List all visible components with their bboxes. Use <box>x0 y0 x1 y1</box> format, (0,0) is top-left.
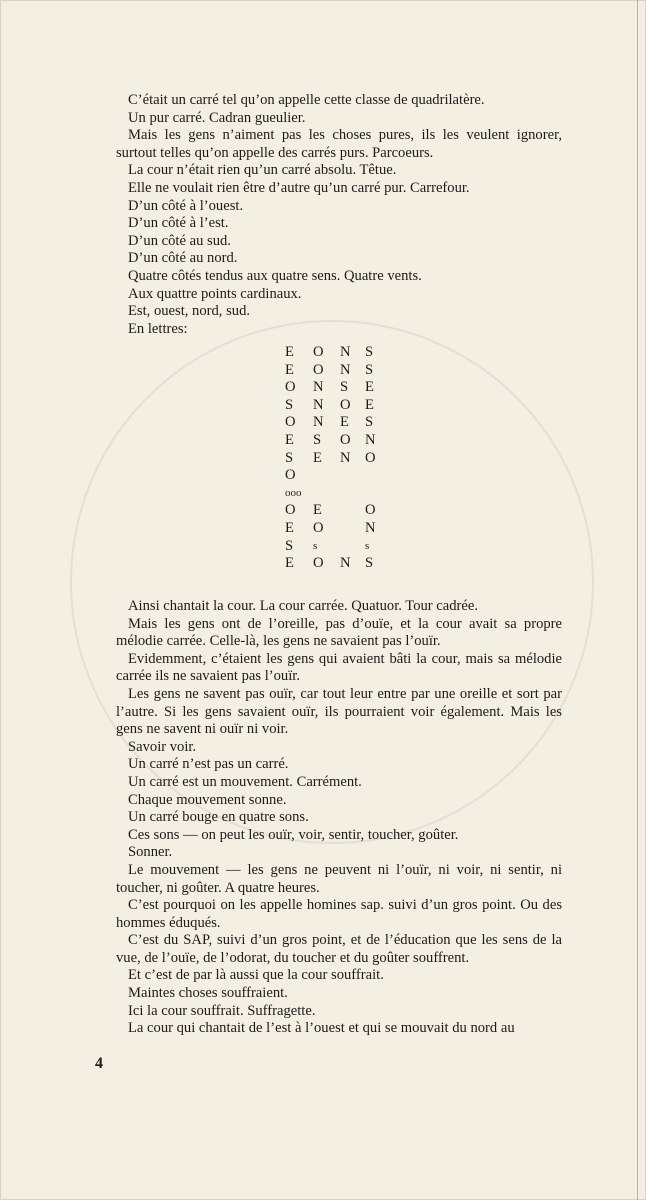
letter-grid-cell: E <box>285 344 294 360</box>
letter-grid-cell: N <box>313 414 324 431</box>
paragraph: C’était un carré tel qu’on appelle cette classe de quadrilatère. <box>128 92 485 108</box>
paragraph: Mais les gens ont de l’oreille, pas d’ouïe, et la cour avait sa propre mélodie carrée. Celle-là, les gens ne savaient pas l’ouïr. <box>116 615 562 650</box>
letter-grid-cell: O <box>313 555 324 572</box>
letter-grid-cell: O <box>285 414 296 431</box>
letter-grid-cell: N <box>340 449 351 466</box>
letter-grid-cell: O <box>365 502 376 519</box>
letter-grid-cell: S <box>365 361 374 378</box>
letter-grid-cell: O <box>285 379 296 396</box>
paragraph: D’un côté à l’est. <box>128 215 229 232</box>
paragraph: Maintes choses souffraient. <box>128 985 288 1002</box>
paragraph: Ainsi chantait la cour. La cour carrée. Quatuor. Tour cadrée. <box>128 598 479 614</box>
paragraph: Evidemment, c’étaient les gens qui avaient bâti la cour, mais sa mélodie carrée ils ne savaient pas l’ouïr. <box>116 650 562 685</box>
paragraph: En lettres: <box>128 320 188 337</box>
paragraph: Savoir voir. <box>128 738 197 755</box>
letter-grid-cell: O <box>313 519 324 536</box>
letter-grid-cell: E <box>285 519 294 536</box>
letter-grid-cell: N <box>313 379 324 396</box>
paragraph: La cour n’était rien qu’un carré absolu. Têtue. <box>128 162 397 179</box>
letter-grid-cell: N <box>340 361 351 378</box>
letter-grid-cell: O <box>340 431 351 448</box>
paragraph: Aux quattre points cardinaux. <box>128 285 302 302</box>
letter-grid-cell: O <box>365 449 376 466</box>
paragraph: Le mouvement — les gens ne peuvent ni l’ouïr, ni voir, ni sentir, ni toucher, ni goûter. A quatre heures. <box>116 861 562 896</box>
letter-grid-cell: E <box>285 431 294 448</box>
paragraph: C’est du SAP, suivi d’un gros point, et de l’éducation que les sens de la vue, de l’ouïe, de l’odorat, du toucher et du goûter souffrent. <box>116 932 562 966</box>
letter-grid-cell: S <box>285 396 294 413</box>
paragraph: C’est pourquoi on les appelle homines sap. suivi d’un gros point. Ou des hommes éduqués. <box>116 897 562 931</box>
letter-grid-cell: S <box>313 431 322 448</box>
letter-grid-cell: S <box>285 449 294 466</box>
letter-grid-cell: S <box>340 379 349 396</box>
paragraph: Un pur carré. Cadran gueulier. <box>128 109 306 126</box>
letter-grid-cell: O <box>313 344 324 360</box>
letter-grid-cell: S <box>285 537 294 554</box>
paragraph: Et c’est de par là aussi que la cour souffrait. <box>128 967 384 984</box>
letter-grid-cell: s <box>313 539 318 552</box>
paragraph: Un carré est un mouvement. Carrément. <box>128 773 362 790</box>
paragraph: Est, ouest, nord, sud. <box>128 303 251 320</box>
paragraph: Mais les gens n’aiment pas les choses pures, ils les veulent ignorer, surtout telles qu’on appelle des carrés purs. Parcoeurs. <box>116 127 562 161</box>
paragraph: Chaque mouvement sonne. <box>128 791 287 808</box>
letter-grid-cell: N <box>340 344 351 360</box>
letter-grid-cell: E <box>285 361 294 378</box>
letter-grid-cell: O <box>285 467 296 484</box>
paragraph: D’un côté à l’ouest. <box>128 197 244 214</box>
paragraph: Sonner. <box>128 844 173 861</box>
letter-grid-cell: s <box>365 539 370 552</box>
text-block-bottom <box>116 598 562 1038</box>
paragraph: Un carré n’est pas un carré. <box>128 756 289 773</box>
paragraph: D’un côté au nord. <box>128 250 238 267</box>
paragraph: Quatre côtés tendus aux quatre sens. Quatre vents. <box>128 267 422 284</box>
letter-grid-cell: E <box>340 414 349 431</box>
letter-grid-cell: N <box>365 431 376 448</box>
paragraph: Un carré bouge en quatre sons. <box>128 809 309 826</box>
letter-grid-cell: N <box>313 396 324 413</box>
paragraph: La cour qui chantait de l’est à l’ouest et qui se mouvait du nord au <box>128 1020 515 1037</box>
letter-grid-cell: N <box>340 555 351 572</box>
letter-grid-cell: S <box>365 344 374 360</box>
paragraph: Les gens ne savent pas ouïr, car tout leur entre par une oreille et sort par l’autre. Si les gens savaient ouïr, ils pourraient voir également. Mais les gens ne savent ni ouïr ni voir. <box>116 685 562 738</box>
text-block-top <box>116 92 562 338</box>
letter-grid-cell: E <box>365 379 374 396</box>
letter-grid-cell: E <box>365 396 374 413</box>
letter-grid-cell: O <box>285 502 296 519</box>
paragraph: Elle ne voulait rien être d’autre qu’un carré pur. Carrefour. <box>128 179 470 196</box>
letter-grid-cell: ooo <box>285 486 302 499</box>
paragraph: Ces sons — on peut les ouïr, voir, sentir, toucher, goûter. <box>128 826 459 843</box>
letter-grid-cell: O <box>313 361 324 378</box>
letter-grid-cell: E <box>285 555 294 572</box>
letter-grid-cell: E <box>313 449 322 466</box>
letter-grid-cell: S <box>365 414 374 431</box>
paragraph: D’un côté au sud. <box>128 232 231 249</box>
letter-grid-cell: S <box>365 555 374 572</box>
page-number: 4 <box>95 1055 103 1072</box>
paragraph: Ici la cour souffrait. Suffragette. <box>128 1002 316 1019</box>
letter-grid-cell: O <box>340 396 351 413</box>
letter-grid-cell: N <box>365 519 376 536</box>
letter-grid-cell: E <box>313 502 322 519</box>
